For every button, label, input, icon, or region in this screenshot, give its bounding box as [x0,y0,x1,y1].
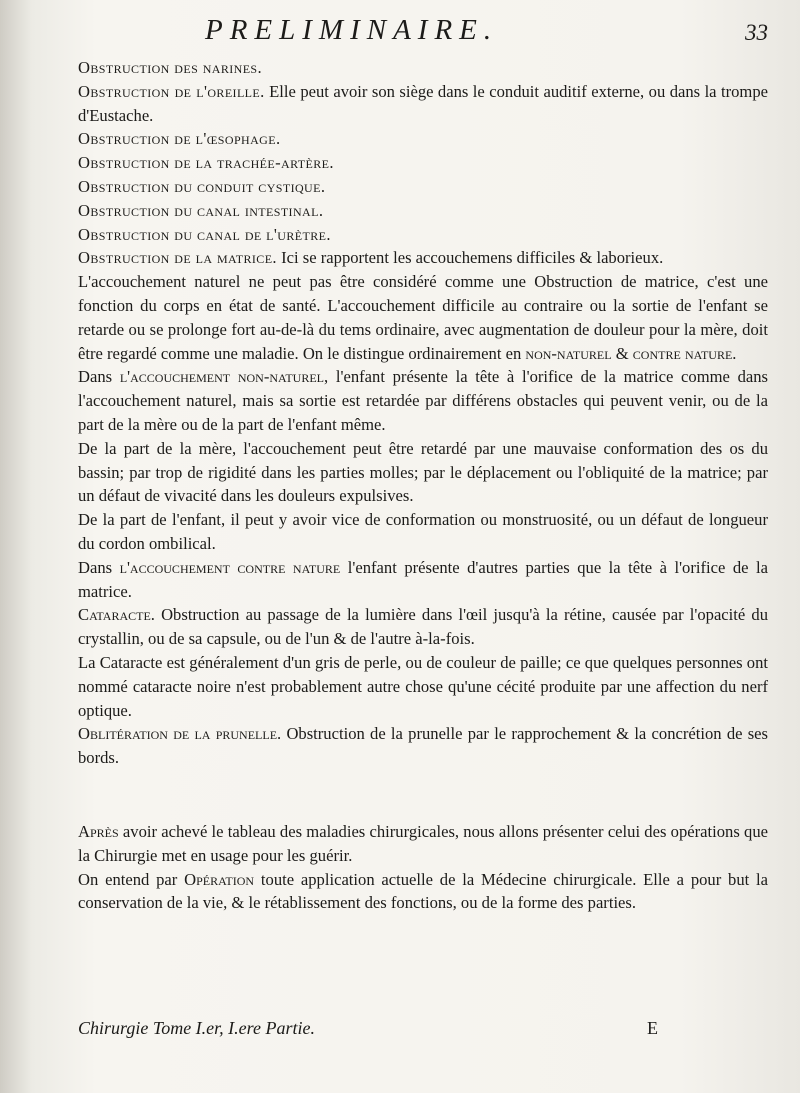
paragraph-operation: On entend par Opération toute application actuelle de la Médecine chirurgicale. Elle a pour but la conservation de la vie, & le rétablissement des fonctions, ou de la forme des parties. [78,869,769,913]
page-header [0,14,800,50]
paragraph-part-mere: De la part de la mère, l'accouchement peut être retardé par une mauvaise conformation des os du bassin; par trop de rigidité dans les parties molles; par le déplacement ou l'obliquité de la matrice; par un défaut de vivacité dans les douleurs expulsives. [78,438,768,506]
paragraph-contre-nature: Dans l'accouchement contre nature l'enfant présente d'autres parties que la tête à l'orifice de la matrice. [78,557,768,601]
footer-title: Chirurgie Tome I.er, I.ere Partie. [78,1018,315,1038]
entry-matrice: Obstruction de la matrice. Ici se rapportent les accouchemens difficiles & laborieux. [78,248,664,268]
entry-uretre: Obstruction du canal de l'urètre. [78,224,331,244]
entry-narines: Obstruction des narines. [78,58,263,77]
body-text [78,56,768,915]
entry-canal-intestinal: Obstruction du canal intestinal. [78,200,324,220]
paragraph-part-enfant: De la part de l'enfant, il peut y avoir vice de conformation ou monstruosité, ou un défaut de longueur du cordon ombilical. [78,510,768,553]
page-footer [78,1018,658,1039]
paragraph-cataracte: Cataracte. Obstruction au passage de la lumière dans l'œil jusqu'à la rétine, causée par l'opacité du crystallin, ou de sa capsule, ou de l'un & de l'autre à-la-fois. [78,605,768,649]
page-number: 33 [745,20,768,45]
entry-oreille: Obstruction de l'oreille. Elle peut avoir son siège dans le conduit auditif externe, ou dans la trompe d'Eustache. [78,81,768,125]
paragraph-obliteration: Oblitération de la prunelle. Obstruction de la prunelle par le rapprochement & la concrétion de ses bords. [78,724,768,768]
paragraph-non-naturel: Dans l'accouchement non-naturel, l'enfant présente la tête à l'orifice de la matrice comme dans l'accouchement naturel, mais sa sortie est retardée par différens obstacles qui peuvent venir, ou de la part de la mère ou de la part de l'enfant même. [78,367,768,434]
paragraph-cataracte-couleur: La Cataracte est généralement d'un gris de perle, ou de couleur de paille; ce que quelques personnes ont nommé cataracte noire n'est probablement autre chose qu'une cécité produite par une affection du nerf optique. [78,652,768,720]
entry-oesophage: Obstruction de l'œsophage. [78,129,281,149]
paragraph-accouchement-naturel: L'accouchement naturel ne peut pas être considéré comme une Obstruction de matrice, c'est une fonction du corps en état de santé. L'accouchement difficile au contraire ou la sortie de l'enfant se retarde ou se prolonge fort au-de-là du tems ordinaire, avec augmentation de douleur pour la mère, doit être regardé comme une maladie. On le distingue ordinairement en non-naturel & contre nature. [78,272,768,363]
signature-mark: E [647,1018,658,1038]
running-title: PRELIMINAIRE. [205,14,499,46]
section-gap [78,770,768,820]
entry-conduit-cystique: Obstruction du conduit cystique. [78,176,326,196]
paragraph-apres: Après avoir achevé le tableau des maladies chirurgicales, nous allons présenter celui des opérations que la Chirurgie met en usage pour les guérir. [78,821,768,865]
entry-trachee: Obstruction de la trachée-artère. [78,153,334,173]
